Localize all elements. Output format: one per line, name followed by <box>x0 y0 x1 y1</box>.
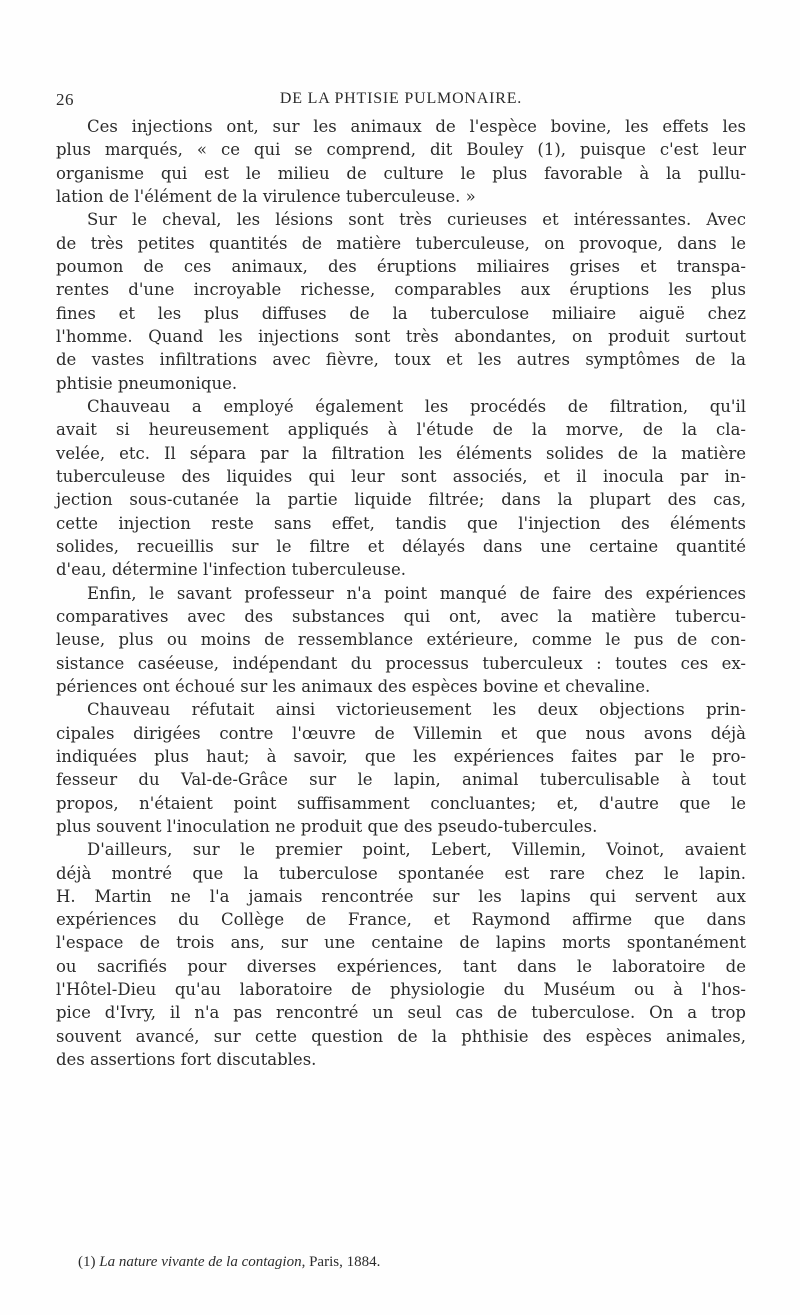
text-line: fesseur du Val-de-Grâce sur le lapin, animal tuberculisable à tout <box>56 770 746 790</box>
text-line: Ces injections ont, sur les animaux de l'espèce bovine, les effets les <box>87 117 746 136</box>
text-line: propos, n'étaient point suffisamment concluantes; et, d'autre que le <box>56 793 746 813</box>
text-line: solides, recueillis sur le filtre et délayés dans une certaine quantité <box>56 536 746 556</box>
text-line: jection sous-cutanée la partie liquide filtrée; dans la plupart des cas, <box>56 490 746 510</box>
text-line: Chauveau réfutait ainsi victorieusement les deux objections prin- <box>87 700 746 720</box>
text-line: organisme qui est le milieu de culture le plus favorable à la pullu- <box>56 163 746 183</box>
text-line: cipales dirigées contre l'œuvre de Villemin et que nous avons déjà <box>56 723 746 743</box>
paragraph <box>56 395 746 582</box>
body-text <box>56 115 746 1071</box>
text-line: tuberculeuse des liquides qui leur sont associés, et il inocula par in- <box>56 466 746 486</box>
footnote-marker: (1) <box>78 1254 96 1270</box>
text-line: souvent avancé, sur cette question de la phthisie des espèces animales, <box>56 1026 746 1046</box>
text-line: sistance caséeuse, indépendant du processus tuberculeux : toutes ces ex- <box>56 653 746 673</box>
text-line: cette injection reste sans effet, tandis que l'injection des éléments <box>56 513 746 533</box>
text-line: l'Hôtel-Dieu qu'au laboratoire de physiologie du Muséum ou à l'hos- <box>56 980 746 1000</box>
text-line: expériences du Collège de France, et Raymond affirme que dans <box>56 910 746 930</box>
text-line: Enfin, le savant professeur n'a point manqué de faire des expériences <box>87 583 746 603</box>
text-line: leuse, plus ou moins de ressemblance extérieure, comme le pus de con- <box>56 630 746 650</box>
text-line: pice d'Ivry, il n'a pas rencontré un seul cas de tuberculose. On a trop <box>56 1003 746 1023</box>
text-line: lation de l'élément de la virulence tuberculeuse. » <box>56 186 476 206</box>
paragraph <box>56 838 746 1071</box>
text-line: ou sacrifiés pour diverses expériences, tant dans le laboratoire de <box>56 956 746 976</box>
text-line: d'eau, détermine l'infection tuberculeuse. <box>56 560 407 580</box>
footnote-title: La nature vivante de la contagion <box>99 1254 302 1270</box>
text-line: indiquées plus haut; à savoir, que les expériences faites par le pro- <box>56 746 746 766</box>
text-line: H. Martin ne l'a jamais rencontrée sur les lapins qui servent aux <box>56 886 746 906</box>
text-line: déjà montré que la tuberculose spontanée est rare chez le lapin. <box>56 863 746 883</box>
text-line: de très petites quantités de matière tuberculeuse, on provoque, dans le <box>56 233 746 253</box>
text-line: l'homme. Quand les injections sont très abondantes, on produit surtout <box>56 326 746 346</box>
text-line: fines et les plus diffuses de la tuberculose miliaire aiguë chez <box>56 303 746 323</box>
text-line: velée, etc. Il sépara par la filtration les éléments solides de la matière <box>56 443 746 463</box>
text-line: phtisie pneumonique. <box>56 373 238 393</box>
text-line: Chauveau a employé également les procédés de filtration, qu'il <box>87 396 746 416</box>
running-head <box>56 90 746 112</box>
paragraph <box>56 208 746 395</box>
paragraph <box>56 582 746 699</box>
text-line: Sur le cheval, les lésions sont très curieuses et intéressantes. Avec <box>87 210 746 230</box>
text-line: avait si heureusement appliqués à l'étude de la morve, de la cla- <box>56 420 746 440</box>
text-line: D'ailleurs, sur le premier point, Lebert, Villemin, Voinot, avaient <box>87 840 746 860</box>
footnote <box>78 1252 748 1272</box>
text-line: plus marqués, « ce qui se comprend, dit Bouley (1), puisque c'est leur <box>56 140 746 160</box>
running-title: DE LA PHTISIE PULMONAIRE. <box>279 90 523 107</box>
text-line: rentes d'une incroyable richesse, comparables aux éruptions les plus <box>56 280 746 300</box>
text-line: plus souvent l'inoculation ne produit que des pseudo-tubercules. <box>56 816 598 836</box>
text-line: comparatives avec des substances qui ont, avec la matière tubercu- <box>56 606 746 626</box>
page-number: 26 <box>56 90 74 109</box>
footnote-rest: , Paris, 1884. <box>301 1254 381 1270</box>
paragraph <box>56 698 746 838</box>
paragraph <box>56 115 746 208</box>
text-line: périences ont échoué sur les animaux des espèces bovine et chevaline. <box>56 676 651 696</box>
text-line: de vastes infiltrations avec fièvre, toux et les autres symptômes de la <box>56 350 746 370</box>
text-line: l'espace de trois ans, sur une centaine de lapins morts spontanément <box>56 933 746 953</box>
text-line: des assertions fort discutables. <box>56 1050 317 1070</box>
text-line: poumon de ces animaux, des éruptions miliaires grises et transpa- <box>56 256 746 276</box>
